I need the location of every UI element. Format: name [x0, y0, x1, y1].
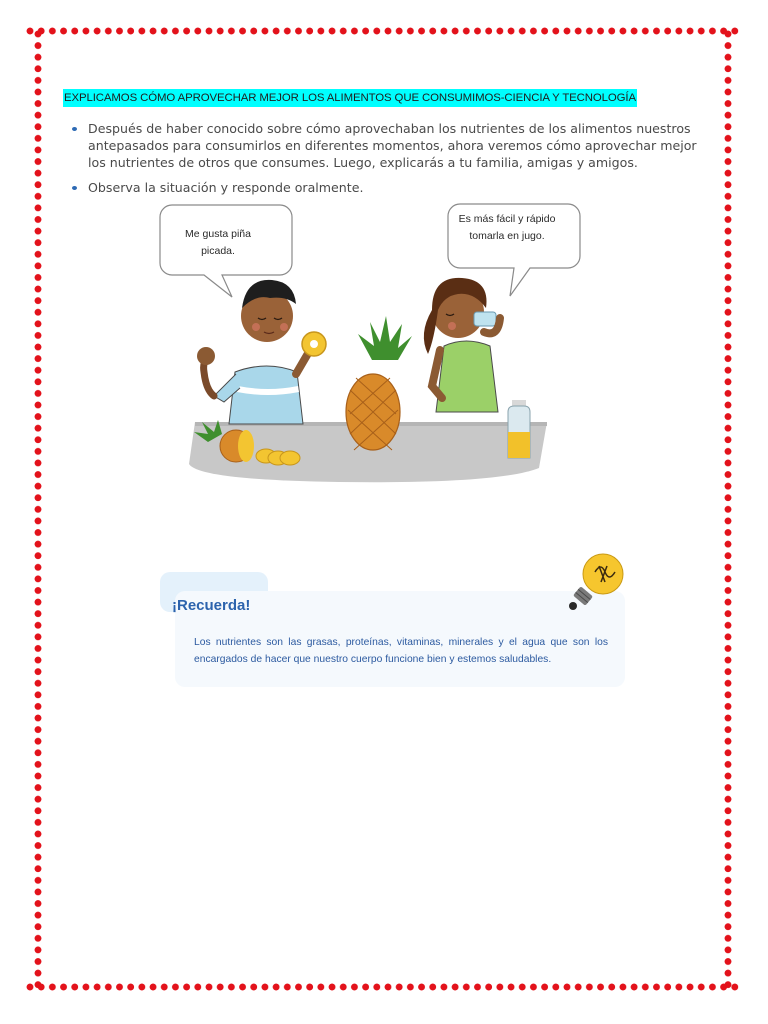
- page-border-bottom: [26, 982, 742, 992]
- boy-figure: [197, 280, 326, 424]
- bullet-icon: [72, 186, 77, 190]
- bullet-text: Observa la situación y responde oralmente.: [88, 180, 364, 195]
- bullet-text: Después de haber conocido sobre cómo aprovechaban los nutrientes de los alimentos nuestros antepasados para consumirlos en diferentes momentos, ahora veremos cómo aprovechar mejor los nutrientes de otros que consumes. Luego, explicarás a tu familia, amigas y amigos.: [88, 121, 697, 170]
- boy-speech-line-2: picada.: [201, 245, 235, 257]
- recuerda-heading: ¡Recuerda!: [172, 597, 251, 614]
- recuerda-text: Los nutrientes son las grasas, proteínas, vitaminas, minerales y el agua que son los encargados de hacer que nuestro cuerpo funcione bien y estemos saludables.: [194, 637, 608, 665]
- girl-figure: [424, 278, 500, 412]
- list-item: [70, 120, 710, 171]
- page-title: EXPLICAMOS CÓMO APROVECHAR MEJOR LOS ALIMENTOS QUE CONSUMIMOS-CIENCIA Y TECNOLOGÍA: [63, 89, 637, 107]
- page-border-left: [33, 30, 43, 990]
- page-border-top: [26, 26, 742, 36]
- girl-speech-line-1: Es más fácil y rápido: [458, 213, 556, 225]
- lightbulb-icon: [565, 552, 629, 612]
- children-pineapple-illustration: [150, 200, 600, 490]
- list-item: [70, 179, 710, 196]
- page-border-right: [723, 30, 733, 990]
- boy-speech-line-1: Me gusta piña: [185, 228, 251, 240]
- juice-bottle: [508, 400, 530, 458]
- instruction-list: [70, 120, 710, 204]
- bullet-icon: [72, 127, 77, 131]
- girl-speech-line-2: tomarla en jugo.: [469, 230, 545, 242]
